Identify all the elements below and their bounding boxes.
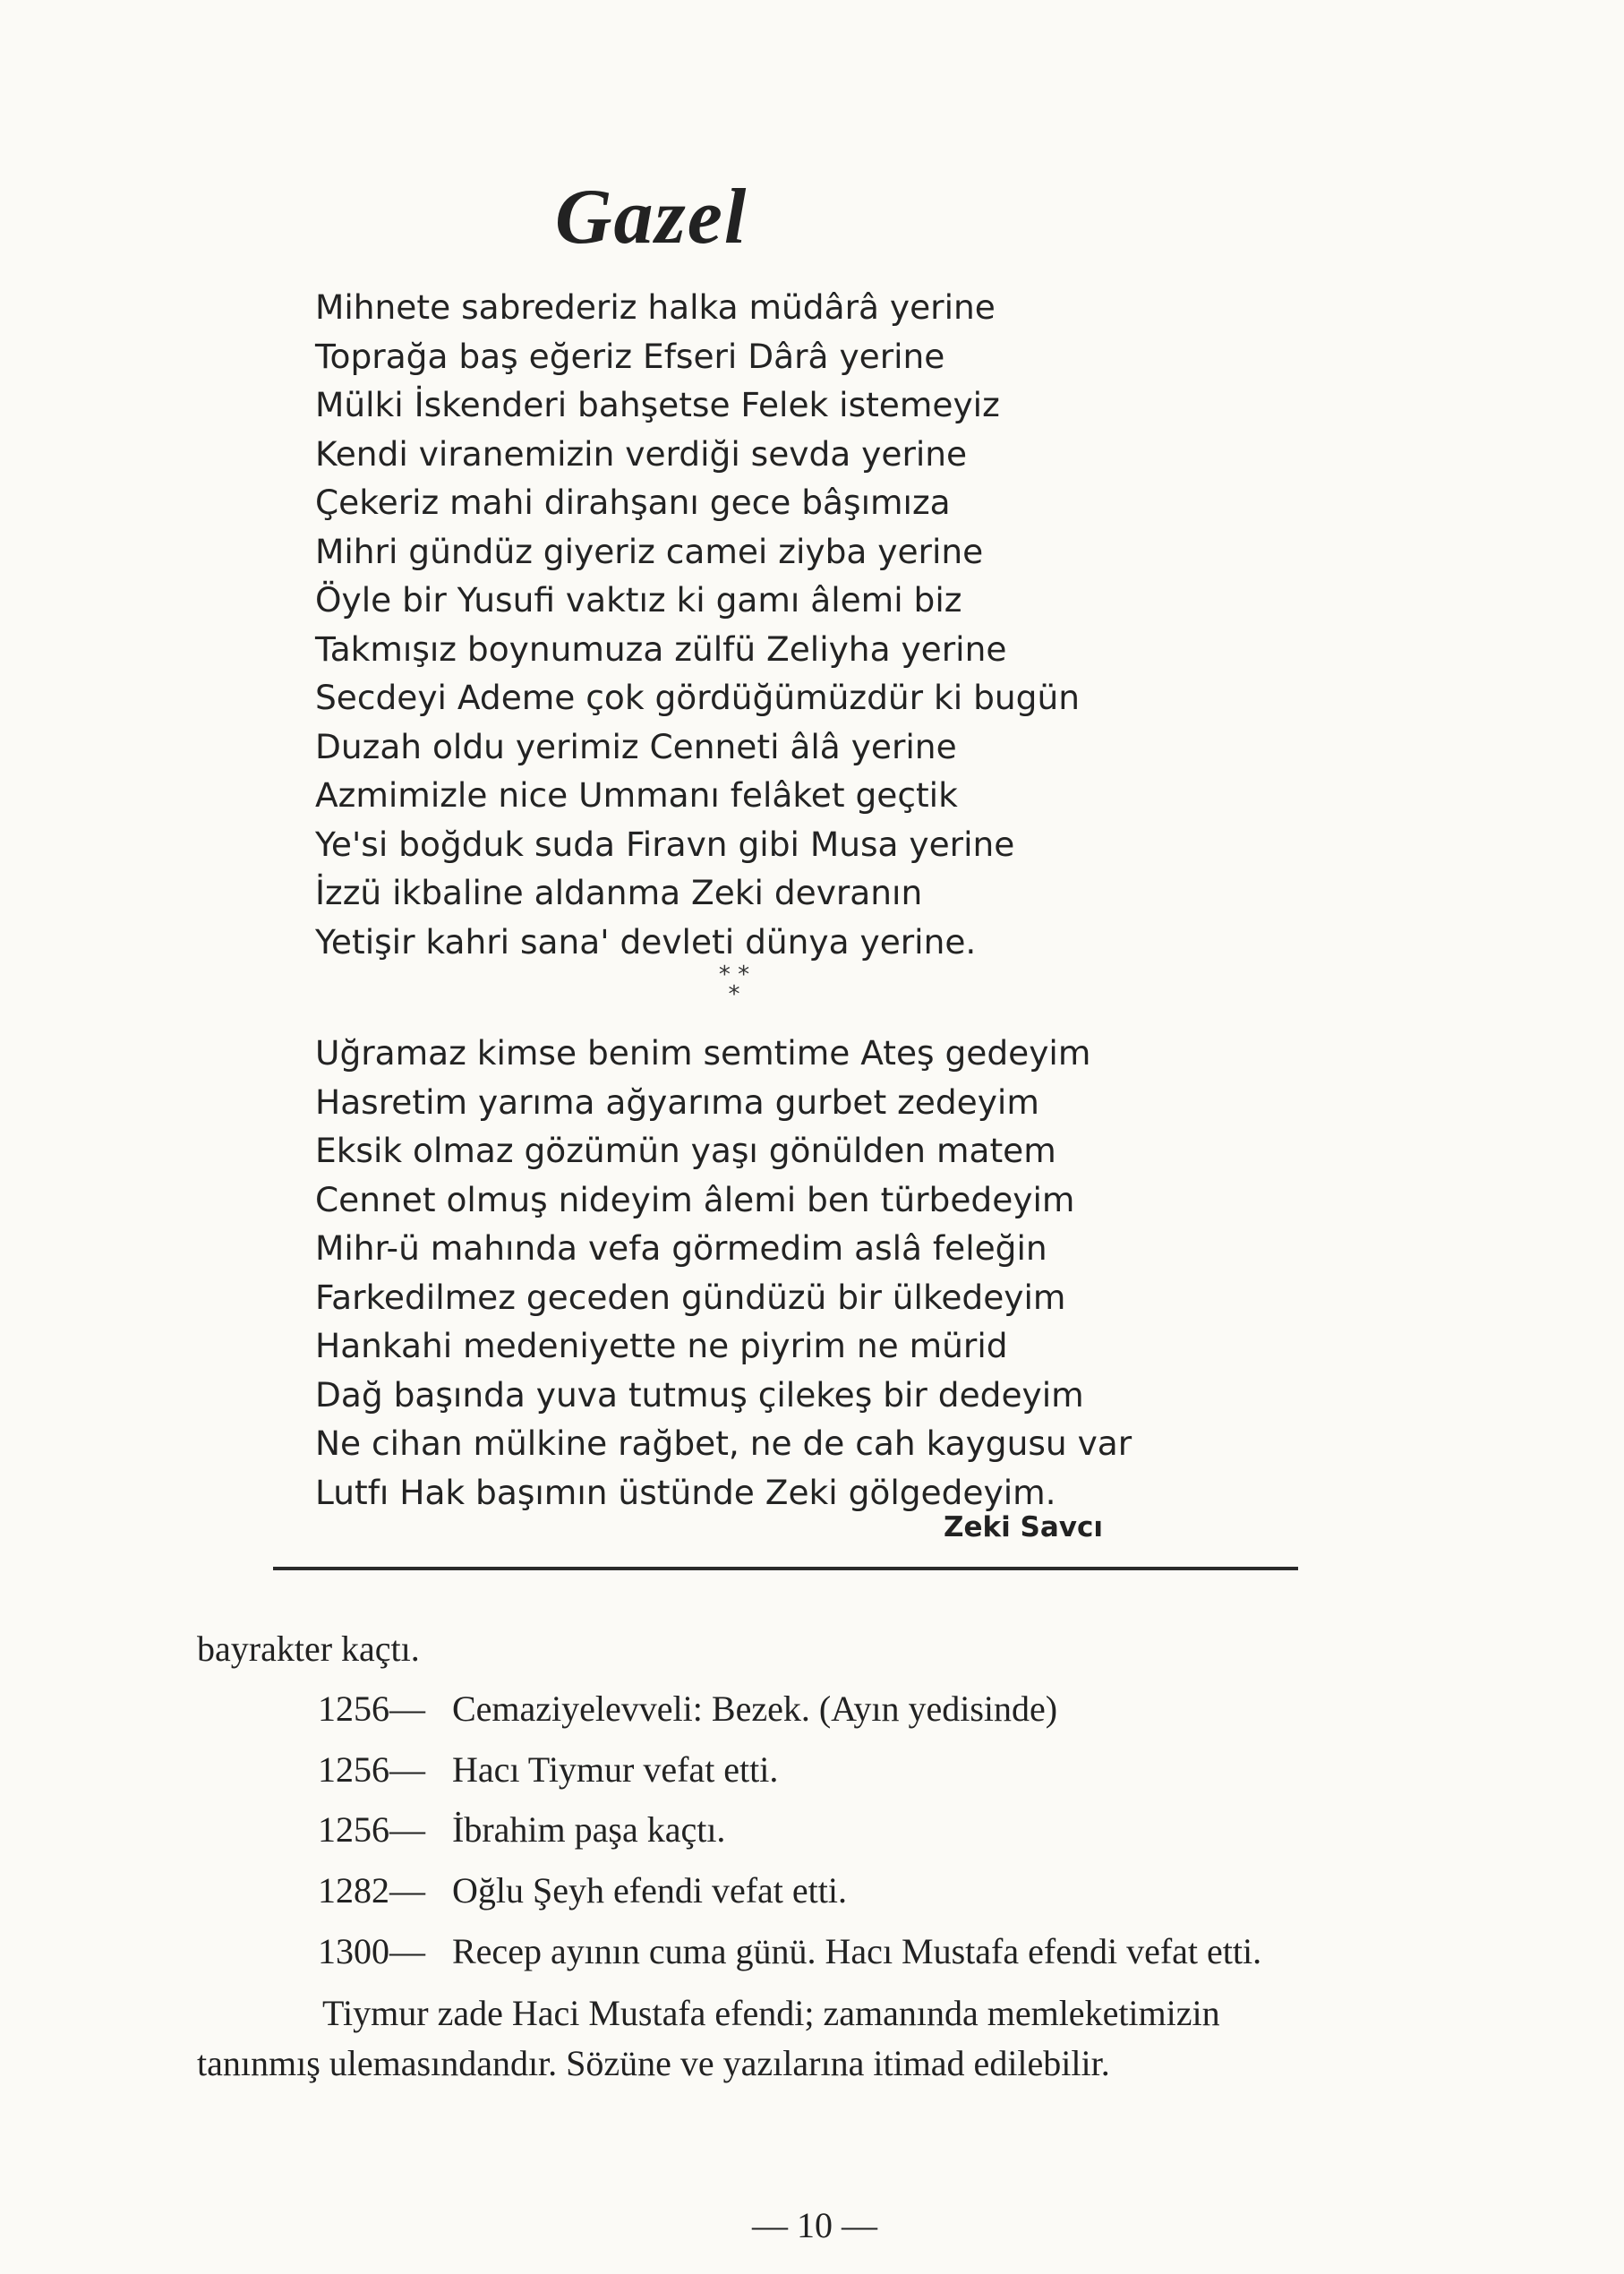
poem-line: Farkedilmez geceden gündüzü bir ülkedeyim bbox=[315, 1277, 1066, 1317]
page-number: — 10 — bbox=[752, 2205, 877, 2245]
poem-line: Mülki İskenderi bahşetse Felek istemeyiz bbox=[315, 385, 1000, 424]
poem-line: Azmimizle nice Ummanı felâket geçtik bbox=[315, 775, 958, 815]
poem-line: Eksik olmaz gözümün yaşı gönülden matem bbox=[315, 1131, 1056, 1170]
chronicle-entry bbox=[318, 1688, 1589, 1730]
entry-year: 1256— bbox=[318, 1749, 425, 1790]
poem-line: Mihr-ü mahında vefa görmedim aslâ feleğin bbox=[315, 1228, 1047, 1268]
poem-title: Gazel bbox=[555, 174, 748, 261]
poem-line: Lutfı Hak başımın üstünde Zeki gölgedeyim. bbox=[315, 1472, 1056, 1512]
paragraph-line: tanınmış ulemasındandır. Sözüne ve yazılarına itimad edilebilir. bbox=[197, 2043, 1110, 2083]
entry-year: 1256— bbox=[318, 1809, 425, 1850]
poem-line: Mihnete sabrederiz halka müdârâ yerine bbox=[315, 287, 996, 327]
poem-line: Takmışız boynumuza zülfü Zeliyha yerine bbox=[315, 628, 1007, 669]
entry-year: 1256— bbox=[318, 1688, 425, 1729]
poem-line: Secdeyi Ademe çok gördüğümüzdür ki bugün bbox=[315, 678, 1080, 717]
chronicle-entry bbox=[318, 1808, 1589, 1851]
poem-line: Ye'si boğduk suda Firavn gibi Musa yerine bbox=[315, 824, 1015, 864]
asterism-divider: * * * bbox=[718, 962, 750, 1008]
continued-text: bayrakter kaçtı. bbox=[197, 1629, 420, 1669]
poem-line: Mihri gündüz giyeriz camei ziyba yerine bbox=[315, 531, 984, 571]
section-divider bbox=[273, 1567, 1298, 1570]
entry-text: Oğlu Şeyh efendi vefat etti. bbox=[452, 1870, 847, 1911]
poem-line: Yetişir kahri sana' devleti dünya yerine. bbox=[315, 921, 977, 962]
poem-line: Duzah oldu yerimiz Cenneti âlâ yerine bbox=[315, 726, 957, 766]
poem-line: Cennet olmuş nideyim âlemi ben türbedeyim bbox=[315, 1179, 1075, 1219]
poem-line: Hankahi medeniyette ne piyrim ne mürid bbox=[315, 1326, 1008, 1365]
poem-line: Toprağa baş eğeriz Efseri Dârâ yerine bbox=[315, 336, 945, 376]
poem-line: Uğramaz kimse benim semtime Ateş gedeyim bbox=[315, 1033, 1091, 1073]
entry-text: İbrahim paşa kaçtı. bbox=[452, 1809, 726, 1850]
entry-year: 1282— bbox=[318, 1870, 425, 1911]
entry-text: Recep ayının cuma günü. Hacı Mustafa efendi vefat etti. bbox=[452, 1931, 1262, 1971]
poem-line: Öyle bir Yusufi vaktız ki gamı âlemi biz bbox=[315, 580, 962, 620]
poem-line: Kendi viranemizin verdiği sevda yerine bbox=[315, 433, 968, 474]
chronicle-entry bbox=[318, 1748, 1589, 1791]
gazel-poem bbox=[315, 283, 1300, 966]
poem-author: Zeki Savcı bbox=[944, 1511, 1103, 1543]
entry-text: Cemaziyelevveli: Bezek. (Ayın yedisinde) bbox=[452, 1688, 1058, 1729]
chronicle-entry bbox=[318, 1869, 1589, 1911]
poem-line: Ne cihan mülkine rağbet, ne de cah kaygusu var bbox=[315, 1423, 1133, 1463]
entry-year: 1300— bbox=[318, 1931, 425, 1971]
poem-line: İzzü ikbaline aldanma Zeki devranın bbox=[315, 873, 923, 912]
chronicle-entry bbox=[318, 1930, 1589, 1972]
poem-line: Dağ başında yuva tutmuş çilekeş bir dedeyim bbox=[315, 1374, 1084, 1415]
poem-line: Çekeriz mahi dirahşanı gece bâşımıza bbox=[315, 483, 951, 522]
poem-line: Hasretim yarıma ağyarıma gurbet zedeyim bbox=[315, 1081, 1039, 1122]
paragraph-line: Tiymur zade Haci Mustafa efendi; zamanında memleketimizin bbox=[322, 1993, 1220, 2033]
second-poem bbox=[315, 1029, 1300, 1517]
entry-text: Hacı Tiymur vefat etti. bbox=[452, 1749, 779, 1790]
